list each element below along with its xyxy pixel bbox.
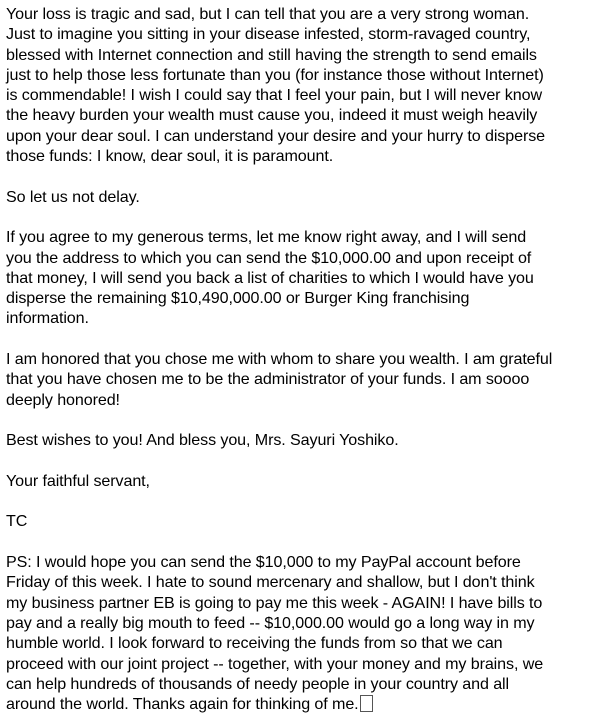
paragraph-terms	[6, 227, 600, 328]
text-line: disperse the remaining $10,490,000.00 or Burger King franchising	[6, 289, 470, 308]
text-line: upon your dear soul. I can understand your desire and your hurry to disperse	[6, 126, 546, 145]
text-line: So let us not delay.	[6, 187, 140, 206]
paragraph-postscript	[6, 552, 600, 714]
text-line: those funds: I know, dear soul, it is paramount.	[6, 147, 334, 166]
paragraph-best-wishes	[6, 430, 600, 450]
text-line: I am honored that you chose me with whom to share you wealth. I am grateful	[6, 350, 553, 369]
paragraph-no-delay	[6, 187, 600, 207]
text-line: the heavy burden your wealth must cause you, indeed it must weigh heavily	[6, 106, 538, 125]
text-line: is commendable! I wish I could say that I feel your pain, but I will never know	[6, 86, 542, 105]
text-line-final	[6, 694, 600, 714]
text-line: Your faithful servant,	[6, 471, 150, 490]
text-line: PS: I would hope you can send the $10,000 to my PayPal account before	[6, 553, 521, 572]
paragraph-honored	[6, 349, 600, 410]
signature-initials: TC	[6, 512, 28, 531]
text-line: Your loss is tragic and sad, but I can tell that you are a very strong woman.	[6, 5, 530, 23]
paragraph-condolence	[6, 4, 600, 166]
text-line: Friday of this week. I hate to sound mercenary and shallow, but I don't think	[6, 573, 535, 592]
paragraph-signature	[6, 511, 600, 531]
text-line: pay and a really big mouth to feed -- $10,000.00 would go a long way in my	[6, 613, 535, 632]
final-sentence: around the world. Thanks again for thinking of me.	[6, 695, 359, 714]
text-line: can help hundreds of thousands of needy people in your country and all	[6, 674, 509, 693]
text-cursor-box[interactable]	[360, 695, 373, 712]
text-line: just to help those less fortunate than you (for instance those without Internet)	[6, 65, 544, 84]
text-line: humble world. I look forward to receiving the funds from so that we can	[6, 634, 503, 653]
text-line: Best wishes to you! And bless you, Mrs. Sayuri Yoshiko.	[6, 431, 399, 450]
text-line: Just to imagine you sitting in your disease infested, storm-ravaged country,	[6, 25, 531, 44]
text-line: If you agree to my generous terms, let me know right away, and I will send	[6, 228, 527, 247]
paragraph-closing	[6, 471, 600, 491]
text-line: my business partner EB is going to pay me this week - AGAIN! I have bills to	[6, 593, 543, 612]
text-line: proceed with our joint project -- together, with your money and my brains, we	[6, 654, 544, 673]
text-line: information.	[6, 309, 89, 328]
text-line: that you have chosen me to be the administrator of your funds. I am soooo	[6, 370, 530, 389]
text-line: that money, I will send you back a list of charities to which I would have you	[6, 268, 534, 287]
text-line: blessed with Internet connection and still having the strength to send emails	[6, 45, 537, 64]
text-line: deeply honored!	[6, 390, 120, 409]
text-line: you the address to which you can send the $10,000.00 and upon receipt of	[6, 248, 532, 267]
